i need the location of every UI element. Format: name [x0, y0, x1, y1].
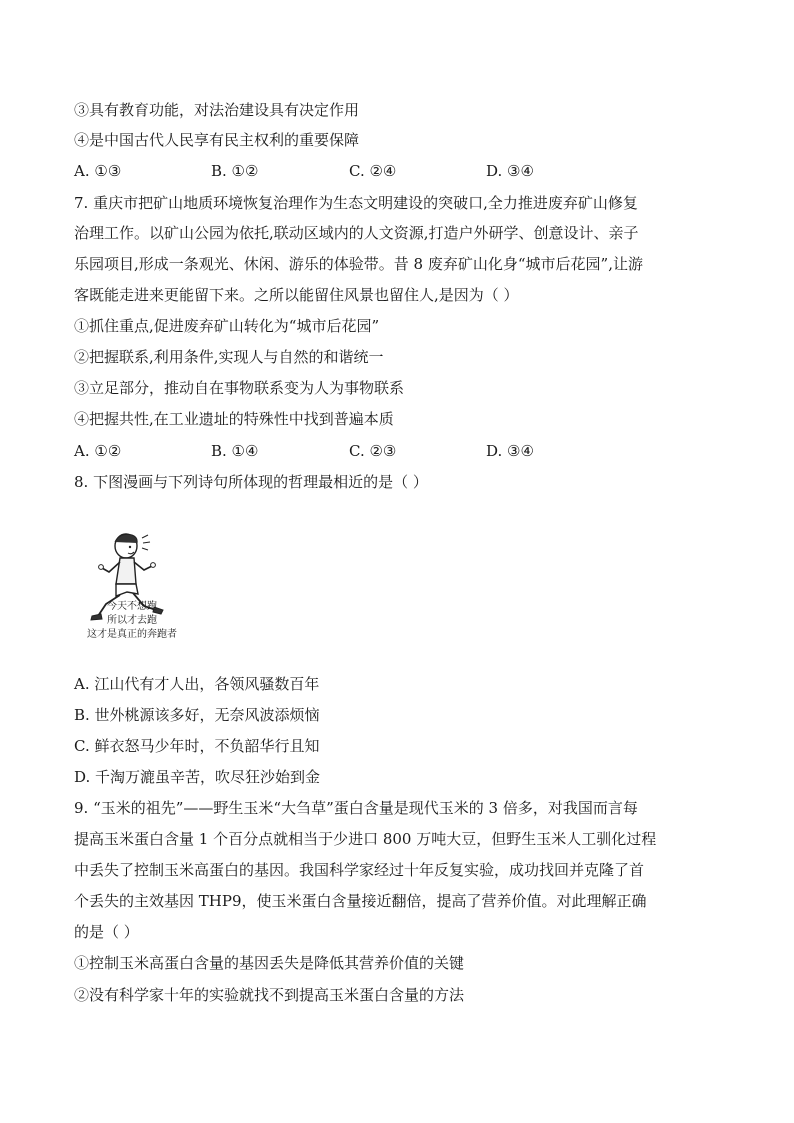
q7-item-3: ③立足部分，推动自在事物联系变为人为事物联系 — [74, 379, 405, 397]
q8-option-d: D. 千淘万漉虽辛苦，吹尽狂沙始到金 — [74, 768, 321, 786]
q7-option-d: D. ③④ — [486, 442, 534, 460]
q8-option-a: A. 江山代有才人出，各领风骚数百年 — [74, 675, 320, 693]
q9-item-2: ②没有科学家十年的实验就找不到提高玉米蛋白含量的方法 — [74, 986, 465, 1004]
q7-stem-line-3: 乐园项目,形成一条观光、休闲、游乐的体验带。昔 8 废弃矿山化身“城市后花园”,让游 — [74, 255, 643, 273]
caption-line-3: 这才是真正的奔跑者 — [87, 629, 177, 640]
q7-item-4: ④把握共性,在工业遗址的特殊性中找到普遍本质 — [74, 410, 394, 428]
q6-option-d: D. ③④ — [486, 162, 534, 180]
q7-option-a: A. ①② — [74, 442, 122, 460]
q7-item-1: ①抓住重点,促进废弃矿山转化为“城市后花园” — [74, 317, 380, 335]
q8-option-c: C. 鲜衣怒马少年时，不负韶华行且知 — [74, 737, 320, 755]
q7-option-b: B. ①④ — [211, 442, 259, 460]
q9-stem-line-2: 提高玉米蛋白含量 1 个百分点就相当于少进口 800 万吨大豆，但野生玉米人工驯化过程 — [74, 830, 657, 848]
q7-item-2: ②把握联系,利用条件,实现人与自然的和谐统一 — [74, 348, 384, 366]
q6-option-c: C. ②④ — [349, 162, 397, 180]
q7-stem-line-1: 7. 重庆市把矿山地质环境恢复治理作为生态文明建设的突破口,全力推进废弃矿山修复 — [74, 194, 638, 212]
caption-line-1: 今天不想跑 — [107, 601, 157, 612]
q6-item-4: ④是中国古代人民享有民主权利的重要保障 — [74, 131, 360, 149]
q6-item-3: ③具有教育功能，对法治建设具有决定作用 — [74, 101, 360, 119]
q7-stem-line-2: 治理工作。以矿山公园为依托,联动区域内的人文资源,打造户外研学、创意设计、亲子 — [74, 224, 639, 242]
q8-stem: 8. 下图漫画与下列诗句所体现的哲理最相近的是（ ） — [74, 473, 428, 491]
caption-line-2: 所以才去跑 — [107, 615, 157, 626]
q8-option-b: B. 世外桃源该多好，无奈风波添烦恼 — [74, 706, 320, 724]
q6-option-b: B. ①② — [211, 162, 259, 180]
q7-option-c: C. ②③ — [349, 442, 397, 460]
q9-stem-line-3: 中丢失了控制玉米高蛋白的基因。我国科学家经过十年反复实验，成功找回并克隆了首 — [74, 861, 645, 879]
q9-item-1: ①控制玉米高蛋白含量的基因丢失是降低其营养价值的关键 — [74, 954, 465, 972]
q9-stem-line-1: 9. “玉米的祖先”——野生玉米“大刍草”蛋白含量是现代玉米的 3 倍多，对我国而言每 — [74, 799, 638, 817]
cartoon-caption — [76, 600, 188, 642]
q9-stem-line-4: 个丢失的主效基因 THP9，使玉米蛋白含量接近翻倍，提高了营养价值。对此理解正确 — [74, 892, 647, 910]
q9-stem-line-5: 的是（ ） — [74, 923, 139, 941]
q6-option-a: A. ①③ — [74, 162, 122, 180]
q7-stem-line-4: 客既能走进来更能留下来。之所以能留住风景也留住人,是因为（ ） — [74, 286, 519, 304]
